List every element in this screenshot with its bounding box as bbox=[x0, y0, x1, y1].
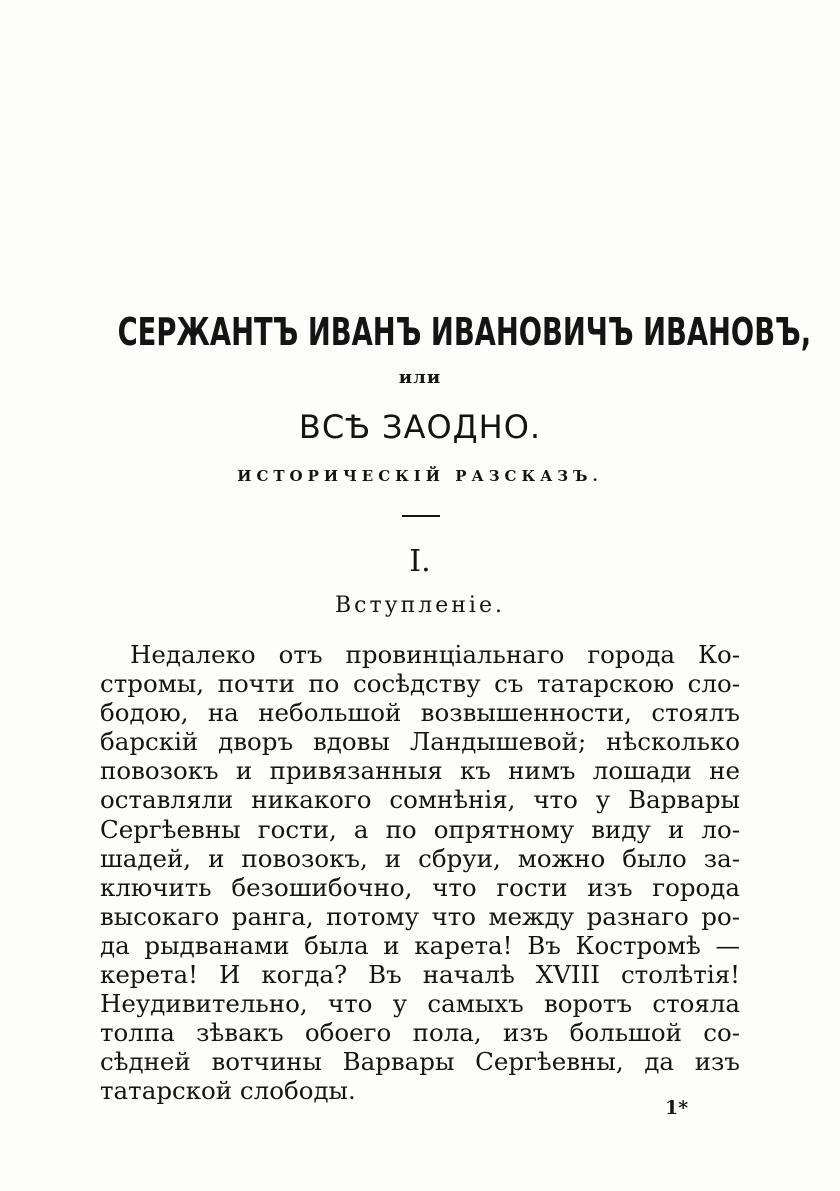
chapter-title: Вступленіе. bbox=[335, 593, 505, 618]
text-line: барскій дворъ вдовы Ландышевой; нѣсколько bbox=[100, 727, 740, 757]
title-conjunction: или bbox=[398, 367, 442, 388]
text-line: Недалеко отъ провинціальнаго города Ко- bbox=[130, 640, 740, 669]
text-line: да рыдванами была и карета! Въ Костромѣ — bbox=[100, 930, 740, 960]
text-line: высокаго ранга, потому что между разнаго ро- bbox=[100, 901, 740, 931]
text-line: Сергѣевны гости, а по опрятному виду и ло- bbox=[100, 814, 740, 844]
text-line: толпа зѣвакъ обоего пола, изъ большой со- bbox=[100, 1018, 740, 1048]
section-divider bbox=[402, 515, 440, 517]
text-line: бодою, на небольшой возвышенности, стоялъ bbox=[100, 698, 740, 728]
chapter-number: I. bbox=[409, 544, 431, 579]
signature-mark: 1* bbox=[665, 1097, 689, 1119]
text-line: керета! И когда? Въ началѣ XVIII столѣтія! bbox=[100, 960, 740, 990]
text-line: шадей, и повозокъ, и сбруи, можно было за- bbox=[100, 843, 740, 873]
story-title: СЕРЖАНТЪ ИВАНЪ ИВАНОВИЧЪ ИВАНОВЪ, bbox=[117, 310, 812, 354]
text-line: сѣдней вотчины Варвары Сергѣевны, да изъ bbox=[100, 1047, 740, 1077]
text-line: повозокъ и привязанныя къ нимъ лошади не bbox=[100, 756, 740, 786]
text-line: оставляли никакого сомнѣнія, что у Варвары bbox=[100, 785, 740, 815]
text-line: Неудивительно, что у самыхъ воротъ стояла bbox=[100, 989, 740, 1019]
body-paragraph bbox=[100, 640, 740, 1106]
genre-label: ИСТОРИЧЕСКІЙ РАЗСКАЗЪ. bbox=[237, 467, 603, 485]
story-subtitle: ВСѢ ЗАОДНО. bbox=[298, 408, 542, 446]
text-line: татарской слободы. bbox=[100, 1076, 356, 1106]
text-line: ключить безошибочно, что гости изъ города bbox=[100, 872, 740, 902]
text-line: стромы, почти по сосѣдству съ татарскою сло- bbox=[100, 669, 740, 699]
